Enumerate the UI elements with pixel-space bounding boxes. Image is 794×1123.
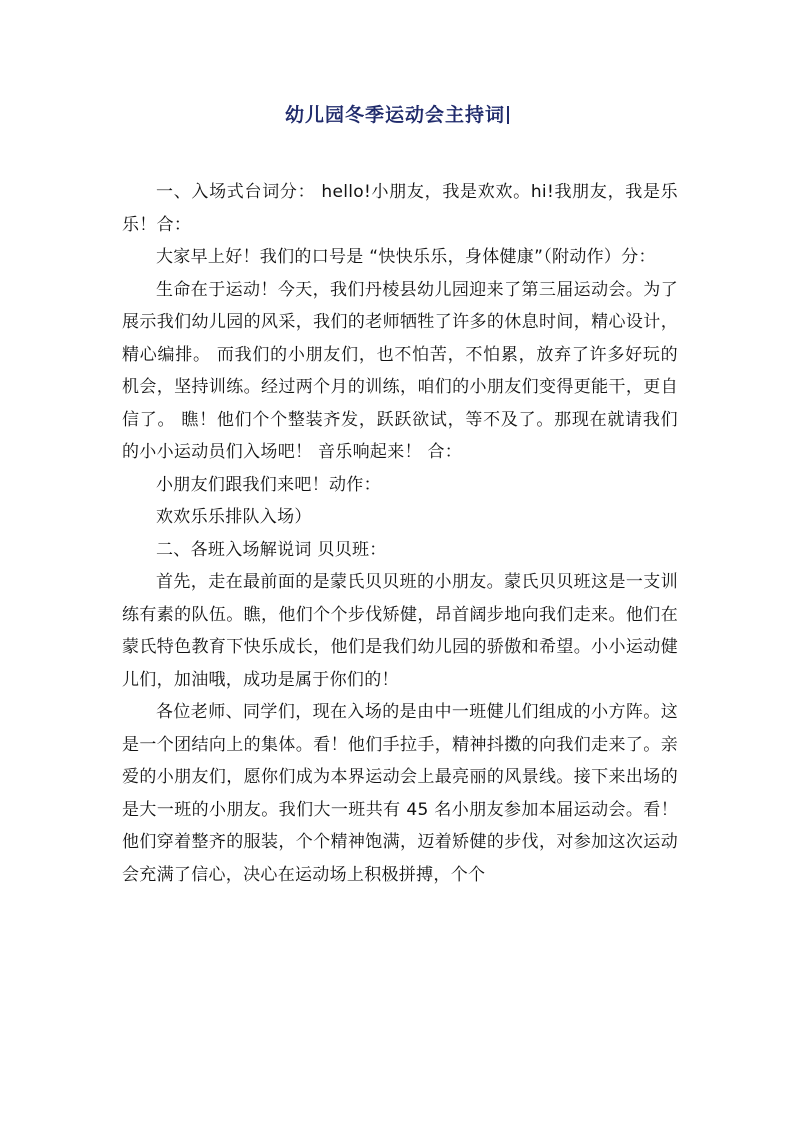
paragraph-follow-us: 小朋友们跟我们来吧！动作：: [156, 474, 381, 495]
paragraph-middle-and-senior-class: 各位老师、同学们，现在入场的是由中一班健儿们组成的小方阵。这是一个团结向上的集体。看！他们手拉手，精神抖擞的向我们走来了。亲爱的小朋友们，愿你们成为本界运动会上最亮丽的风景线。接下来出场的是大一班的小朋友。我们大一班共有 45 名小朋友参加本届运动会。看！他们穿着整齐的服装，个个精神饱满，迈着矫健的步伐，对参加这次运动会充满了信心，决心在运动场上积极拼搏，个个: [122, 702, 678, 885]
paragraph-section-heading-classes: 二、各班入场解说词 贝贝班：: [156, 539, 387, 560]
document-title: [0, 100, 794, 127]
paragraph-greeting-slogan: 大家早上好！我们的口号是 “快快乐乐，身体健康”（附动作）分：: [156, 247, 656, 267]
paragraph-enter-stage: 欢欢乐乐排队入场）: [156, 507, 312, 527]
paragraph-opening-intro: 一、入场式台词分： hello!小朋友，我是欢欢。hi!我朋友，我是乐乐！合：: [122, 182, 678, 235]
paragraph-sports-meet-intro: 生命在于运动！今天，我们丹棱县幼儿园迎来了第三届运动会。为了展示我们幼儿园的风采，我们的老师牺牲了许多的休息时间，精心设计，精心编排。 而我们的小朋友们，也不怕苦，不怕累，放弃了许多好玩的机会，坚持训练。经过两个月的训练，咱们的小朋友们变得更能干，更自信了。 瞧！他们个个整装齐发，跃跃欲试，等不及了。那现在就请我们的小小运动员们入场吧！ 音乐响起来！ 合：: [122, 279, 678, 462]
title-text: 幼儿园冬季运动会主持词: [284, 104, 505, 126]
document-body: [122, 176, 678, 891]
text-cursor: [507, 106, 509, 124]
paragraph-beibei-class: 首先，走在最前面的是蒙氏贝贝班的小朋友。蒙氏贝贝班这是一支训练有素的队伍。瞧，他们个个步伐矫健，昂首阔步地向我们走来。他们在蒙氏特色教育下快乐成长，他们是我们幼儿园的骄傲和希望。小小运动健儿们，加油哦，成功是属于你们的！: [122, 572, 678, 690]
